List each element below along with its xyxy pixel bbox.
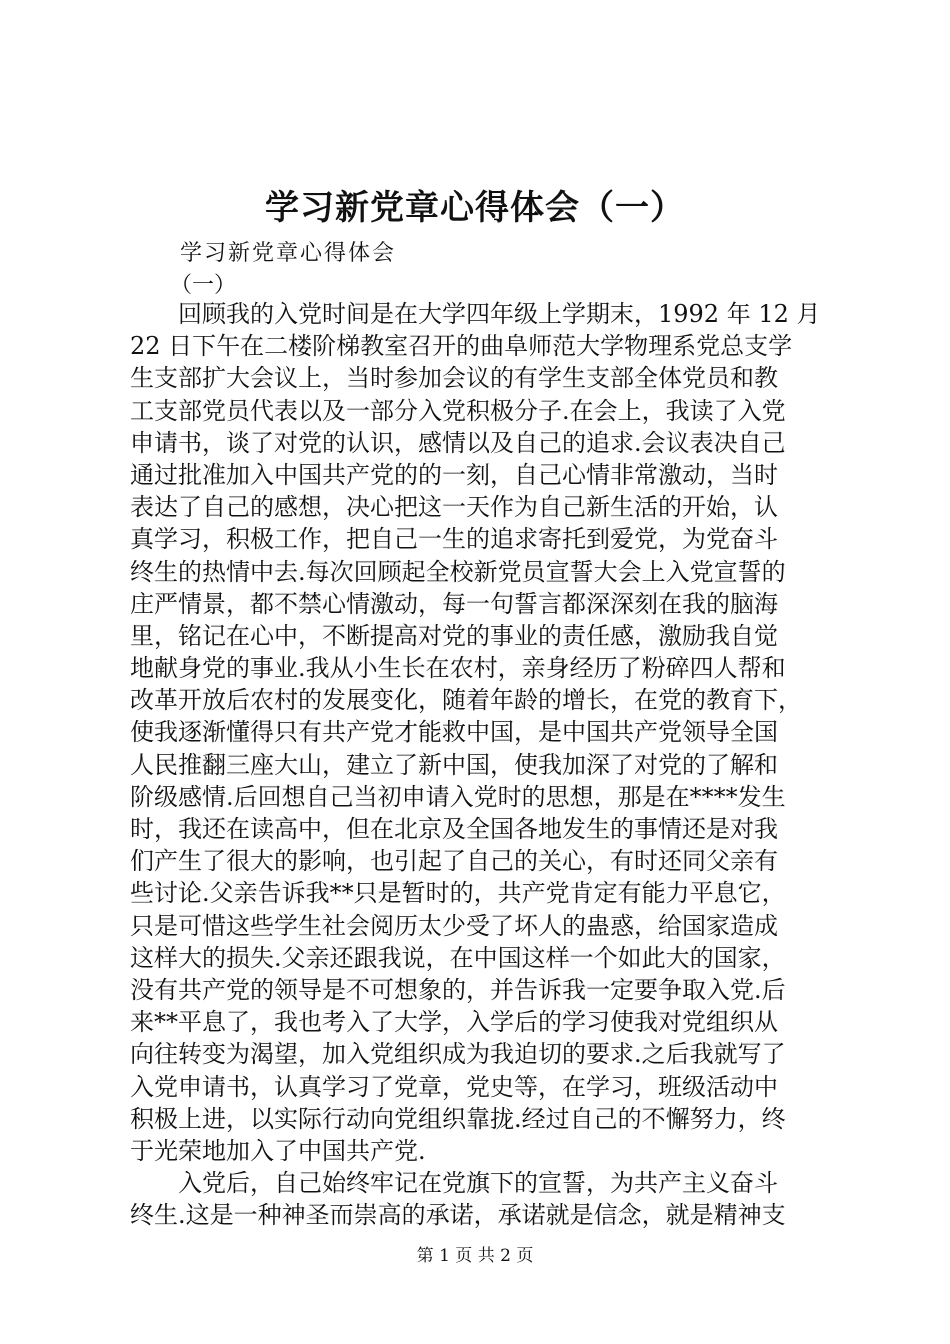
text-line: 表达了自己的感想，决心把这一天作为自己新生活的开始，认 xyxy=(130,493,778,522)
section-number: （一） xyxy=(170,273,237,298)
page-footer: 第 1 页 共 2 页 xyxy=(416,1246,534,1266)
document-subtitle: 学习新党章心得体会 xyxy=(180,241,397,266)
text-line: 入党后，自己始终牢记在党旗下的宣誓，为共产主义奋斗 xyxy=(178,1169,778,1198)
text-line: 来**平息了，我也考入了大学，入学后的学习使我对党组织从 xyxy=(130,1008,778,1037)
text-line: 人民推翻三座大山，建立了新中国，使我加深了对党的了解和 xyxy=(130,750,778,779)
text-line: 通过批准加入中国共产党的的一刻，自己心情非常激动，当时 xyxy=(130,460,778,489)
text-line: 回顾我的入党时间是在大学四年级上学期末，1992 年 12 月 xyxy=(178,300,821,328)
text-line: 真学习，积极工作，把自己一生的追求寄托到爱党，为党奋斗 xyxy=(130,525,778,554)
text-line: 地献身党的事业.我从小生长在农村，亲身经历了粉碎四人帮和 xyxy=(130,654,786,683)
text-line: 终生.这是一种神圣而崇高的承诺，承诺就是信念，就是精神支 xyxy=(130,1201,786,1230)
text-line: 阶级感情.后回想自己当初申请入党时的思想，那是在****发生 xyxy=(130,782,786,811)
text-line: 些讨论.父亲告诉我**只是暂时的，共产党肯定有能力平息它， xyxy=(130,879,786,908)
text-line: 改革开放后农村的发展变化，随着年龄的增长，在党的教育下， xyxy=(130,686,802,715)
text-line: 没有共产党的领导是不可想象的，并告诉我一定要争取入党.后 xyxy=(130,975,786,1004)
text-line: 终生的热情中去.每次回顾起全校新党员宣誓大会上入党宣誓的 xyxy=(130,557,786,586)
text-line: 积极上进，以实际行动向党组织靠拢.经过自己的不懈努力，终 xyxy=(130,1104,786,1133)
text-line: 们产生了很大的影响，也引起了自己的关心，有时还同父亲有 xyxy=(130,847,778,876)
text-line: 时，我还在读高中，但在北京及全国各地发生的事情还是对我 xyxy=(130,815,778,843)
text-line: 这样大的损失.父亲还跟我说，在中国这样一个如此大的国家， xyxy=(130,943,786,972)
document-title: 学习新党章心得体会（一） xyxy=(265,188,685,228)
text-line: 22 日下午在二楼阶梯教室召开的曲阜师范大学物理系党总支学 xyxy=(130,332,793,361)
text-line: 使我逐渐懂得只有共产党才能救中国，是中国共产党领导全国 xyxy=(130,718,778,747)
text-line: 只是可惜这些学生社会阅历太少受了坏人的蛊惑，给国家造成 xyxy=(130,911,778,940)
text-line: 于光荣地加入了中国共产党. xyxy=(130,1136,426,1165)
text-line: 里，铭记在心中，不断提高对党的事业的责任感，激励我自觉 xyxy=(130,621,778,650)
text-line: 生支部扩大会议上，当时参加会议的有学生支部全体党员和教 xyxy=(130,364,778,393)
text-line: 工支部党员代表以及一部分入党积极分子.在会上，我读了入党 xyxy=(130,396,786,425)
text-line: 向往转变为渴望，加入党组织成为我迫切的要求.之后我就写了 xyxy=(130,1040,786,1069)
text-line: 庄严情景，都不禁心情激动，每一句誓言都深深刻在我的脑海 xyxy=(130,589,778,618)
text-line: 申请书，谈了对党的认识，感情以及自己的追求.会议表决自己 xyxy=(130,428,786,457)
body-text xyxy=(130,298,830,1231)
text-line: 入党申请书，认真学习了党章，党史等，在学习，班级活动中 xyxy=(130,1072,778,1101)
